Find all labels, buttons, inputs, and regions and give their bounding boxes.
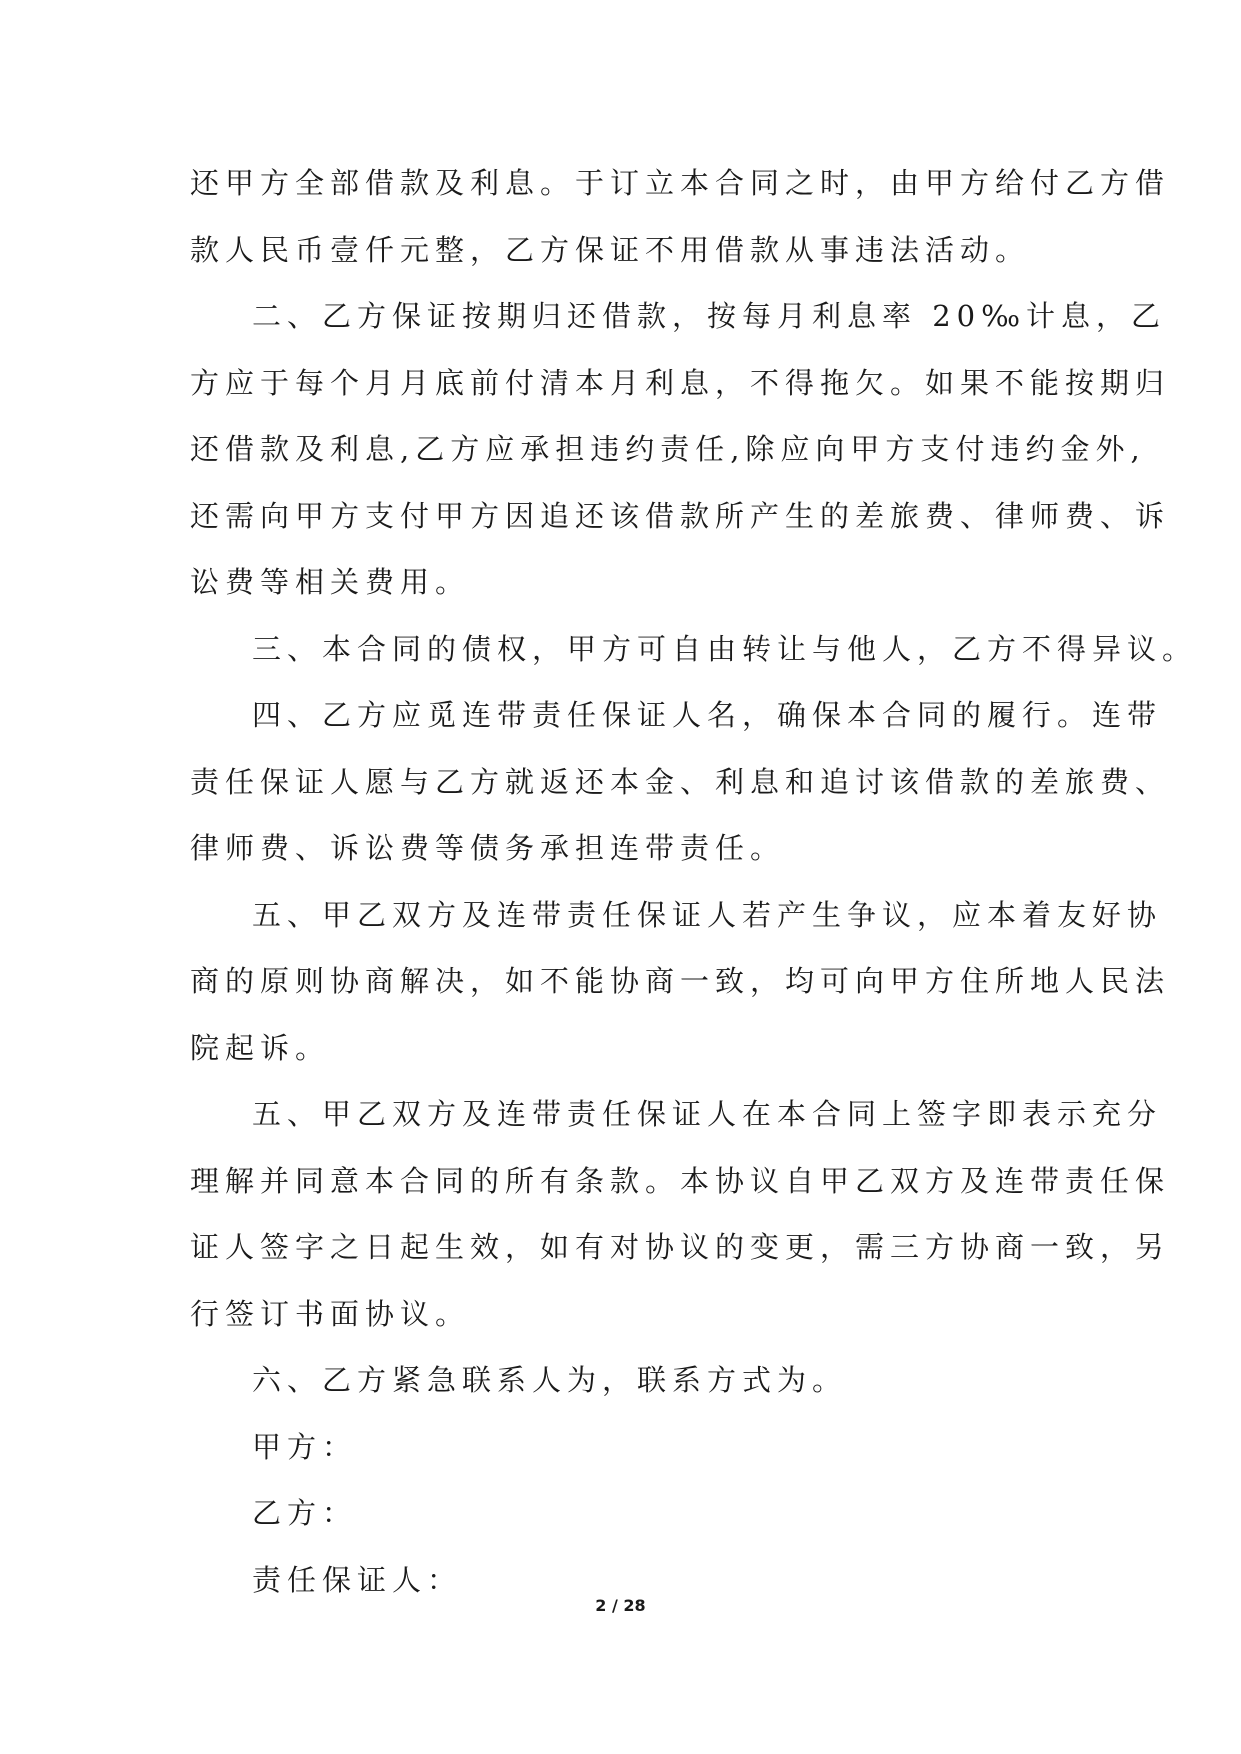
clause-2-line: 二、乙方保证按期归还借款，按每月利息率 20‰计息，乙 [252, 299, 1167, 333]
text-line: 证人签字之日起生效，如有对协议的变更，需三方协商一致，另 [190, 1230, 1171, 1264]
contract-body [190, 150, 1198, 1613]
text-line: 还需向甲方支付甲方因追还该借款所产生的差旅费、律师费、诉 [190, 498, 1171, 533]
text-line: 款人民币壹仟元整，乙方保证不用借款从事违法活动。 [190, 232, 1031, 267]
text-line: 商的原则协商解决，如不能协商一致，均可向甲方住所地人民法 [190, 964, 1171, 998]
signature-guarantor: 责任保证人： [252, 1562, 463, 1597]
text-line: 还甲方全部借款及利息。于订立本合同之时，由甲方给付乙方借 [190, 166, 1171, 200]
signature-party-a: 甲方： [252, 1429, 358, 1464]
clause-4-line: 四、乙方应觅连带责任保证人名，确保本合同的履行。连带 [252, 698, 1163, 732]
text-line: 方应于每个月月底前付清本月利息，不得拖欠。如果不能按期归 [190, 365, 1171, 400]
page-number: 2 / 28 [595, 1596, 646, 1615]
clause-3-line: 三、本合同的债权，甲方可自由转让与他人，乙方不得异议。 [252, 631, 1198, 666]
text-line: 行签订书面协议。 [190, 1296, 471, 1331]
text-line: 理解并同意本合同的所有条款。本协议自甲乙双方及连带责任保 [190, 1163, 1171, 1198]
clause-5-line: 五、甲乙双方及连带责任保证人若产生争议，应本着友好协 [252, 897, 1163, 932]
text-line: 院起诉。 [190, 1030, 331, 1065]
clause-6-line: 六、乙方紧急联系人为，联系方式为。 [252, 1363, 848, 1397]
text-line: 律师费、诉讼费等债务承担连带责任。 [190, 831, 786, 865]
text-line: 还借款及利息,乙方应承担违约责任,除应向甲方支付违约金外, [190, 432, 1146, 466]
clause-5b-line: 五、甲乙双方及连带责任保证人在本合同上签字即表示充分 [252, 1097, 1163, 1131]
text-line: 责任保证人愿与乙方就返还本金、利息和追讨该借款的差旅费、 [190, 764, 1171, 799]
signature-party-b: 乙方： [252, 1496, 358, 1530]
text-line: 讼费等相关费用。 [190, 565, 471, 599]
